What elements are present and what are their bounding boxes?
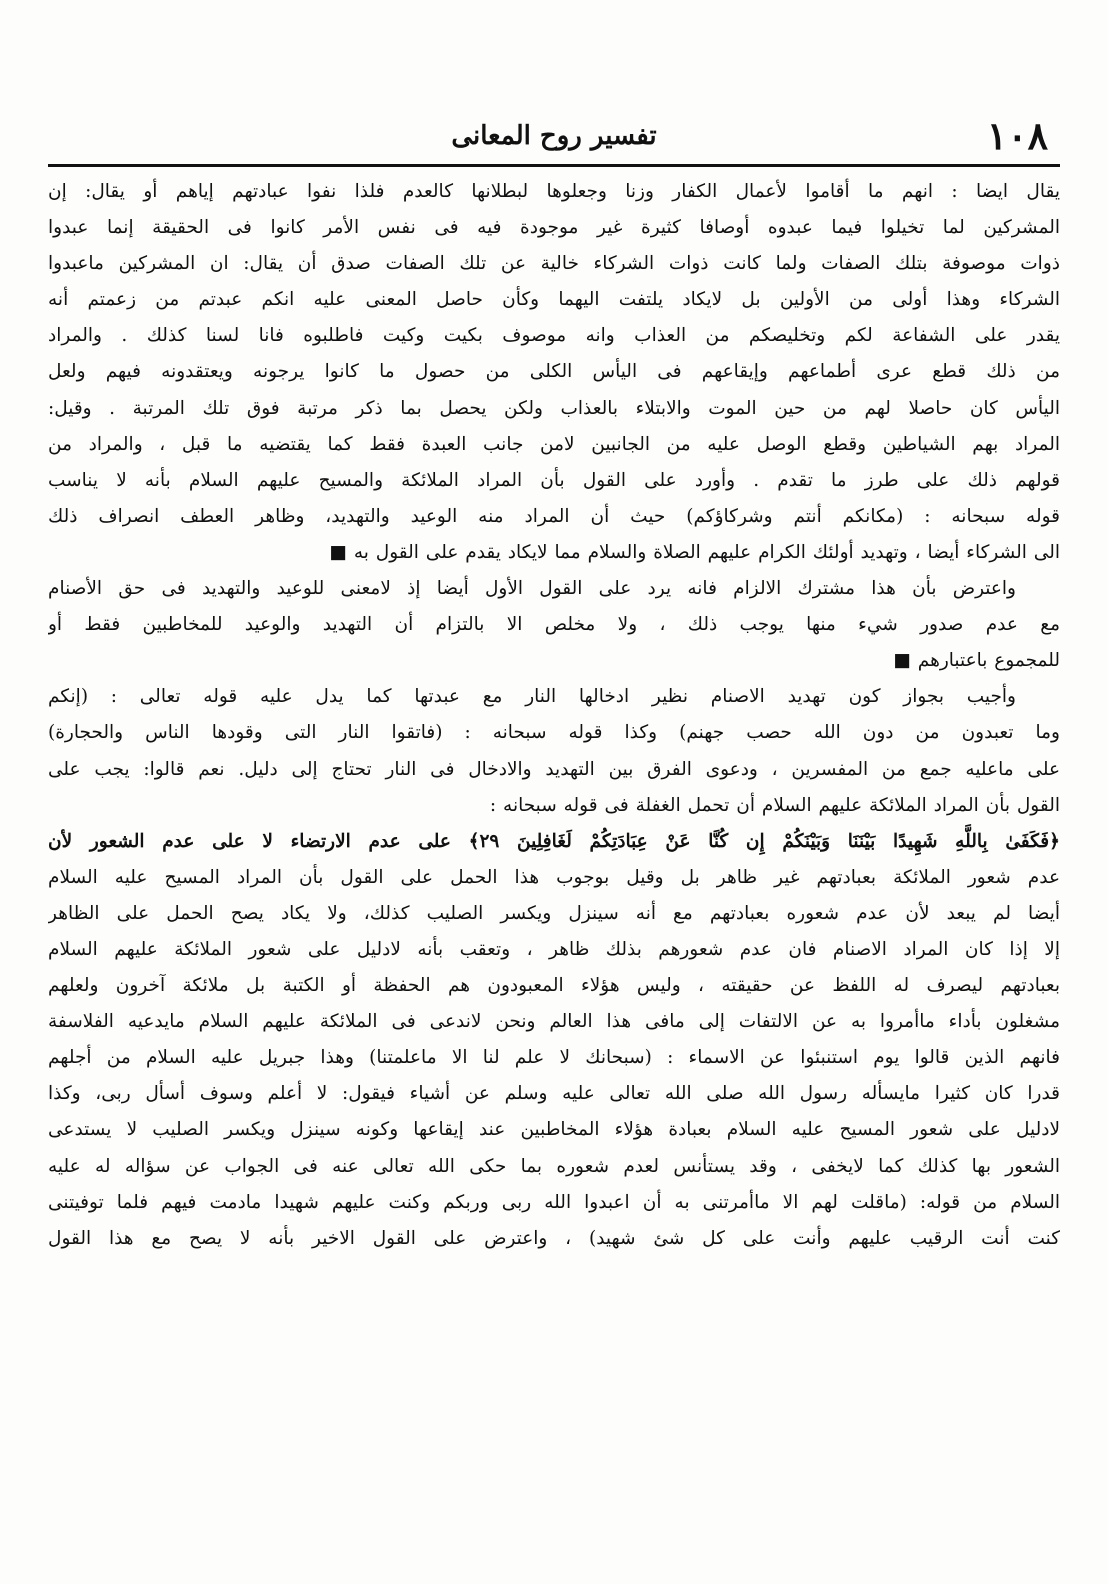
text-line: فانهم الذين قالوا يوم استنبئوا عن الاسماء : (سبحانك لا علم لنا الا ماعلمتنا) وهذا جبريل عليه السلام من أجلهم <box>48 1047 1060 1069</box>
page-number: ١٠٨ <box>986 113 1048 158</box>
text-line: من ذلك قطع عرى أطماعهم وإيقاعهم فى اليأس الكلى من حصول ما كانوا يرجونه ويعتقدونه فيهم ولعل <box>48 361 1060 383</box>
text-line: الشركاء وهذا أولى من الأولين بل لايكاد يلتفت اليهما وكأن حاصل المعنى عليه انكم عبدتم من زعمتم أنه <box>48 289 1060 311</box>
text-line: وما تعبدون من دون الله حصب جهنم) وكذا قوله سبحانه : (فاتقوا النار التى وقودها الناس والحجارة) <box>48 722 1060 744</box>
book-title: تفسير روح المعانى <box>451 121 657 151</box>
header-rule <box>48 164 1060 167</box>
text-line: يقدر على الشفاعة لكم وتخليصكم من العذاب وانه موصوف بكيت وكيت فاطلبوه فانا لسنا كذلك . والمراد <box>48 325 1060 347</box>
text-line: ذوات موصوفة بتلك الصفات ولما كانت ذوات الشركاء خالية عن تلك الصفات صدق أن يقال: ان المشركين ماعبدوا <box>48 253 1060 275</box>
text-line: يقال ايضا : انهم ما أقاموا لأعمال الكفار وزنا وجعلوها لبطلانها كالعدم فلذا نفوا عبادتهم إياهم أو يقال: إن <box>48 181 1060 202</box>
text-line: المشركين لما تخيلوا فيما عبدوه أوصافا كثيرة غير موجودة فيه فى نفس الأمر كانوا فى الحقيقة إنما عبدوا <box>48 217 1060 239</box>
body-text <box>48 174 1060 1257</box>
text-line: واعترض بأن هذا مشترك الالزام فانه يرد على القول الأول أيضا إذ لامعنى للوعيد والتهديد فى حق الأصنام <box>48 578 1016 600</box>
text-line: قولهم ذلك على طرز ما تقدم . وأورد على القول بأن المراد الملائكة والمسيح عليهم السلام بأنه لا يناسب <box>48 469 1060 491</box>
quran-verse-line: ﴿فَكَفَىٰ بِاللَّهِ شَهِيدًا بَيْنَنَا وَبَيْنَكُمْ إِن كُنَّا عَنْ عِبَادَتِكُمْ لَغَافِلِينَ ٢٩﴾ على عدم الارتضاء لا على عدم الشعور لأن <box>48 830 1060 852</box>
text-line: القول بأن المراد الملائكة عليهم السلام أن تحمل الغفلة فى قوله سبحانه : <box>489 794 1060 816</box>
text-line: اليأس كان حاصلا لهم من حين الموت والابتلاء بالعذاب ولكن يحصل بما ذكر مرتبة فوق تلك المرتبة . وقيل: <box>48 397 1060 419</box>
page-header <box>48 112 1060 160</box>
text-line: للمجموع باعتبارهم ■ <box>893 650 1060 672</box>
text-line: السلام من قوله: (ماقلت لهم الا ماأمرتنى به أن اعبدوا الله ربى وربكم وكنت عليهم شهيدا مادمت فيهم فلما توفيتنى <box>48 1191 1060 1213</box>
text-line: لادليل على شعور المسيح عليه السلام بعبادة هؤلاء المخاطبين عند إيقاعها وكونه سينزل ويكسر الصليب لا يستدعى <box>48 1119 1060 1141</box>
text-line: إلا إذا كان المراد الاصنام فان عدم شعورهم بذلك ظاهر ، وتعقب بأنه لادليل على شعور الملائكة عليهم السلام <box>48 938 1060 960</box>
text-line: كنت أنت الرقيب عليهم وأنت على كل شئ شهيد) ، واعترض على القول الاخير بأنه لا يصح مع هذا القول <box>48 1227 1060 1249</box>
text-line: عدم شعور الملائكة بعبادتهم غير ظاهر بل وقيل بوجوب هذا الحمل على القول بأن المراد المسيح عليه السلام <box>48 866 1060 888</box>
text-line: بعبادتهم ليصرف له اللفظ عن حقيقته ، وليس هؤلاء المعبودون هم الحفظة أو الكتبة بل ملائكة آخرون ولعلهم <box>48 975 1060 997</box>
text-line: على ماعليه جمع من المفسرين ، ودعوى الفرق بين التهديد والادخال فى النار تحتاج إلى دليل. نعم قالوا: يجب على <box>48 758 1060 780</box>
text-line: قدرا كان كثيرا مايسأله رسول الله صلى الله تعالى عليه وسلم عن أشياء فيقول: لا أعلم وسوف أسأل ربى، وكذا <box>48 1083 1060 1105</box>
text-line: الشعور بها كذلك كما لايخفى ، وقد يستأنس لعدم شعوره بما حكى الله تعالى عنه فى الجواب عن سؤاله له عليه <box>48 1155 1060 1177</box>
text-line: الى الشركاء أيضا ، وتهديد أولئك الكرام عليهم الصلاة والسلام مما لايكاد يقدم على القول به ■ <box>329 541 1060 563</box>
text-line: وأجيب بجواز كون تهديد الاصنام نظير ادخالها النار مع عبدتها كما يدل عليه قوله تعالى : (إنكم <box>48 686 1016 708</box>
text-line: المراد بهم الشياطين وقطع الوصل عليه من الجانبين لامن جانب العبدة فقط كما يقتضيه ما قبل ، والمراد من <box>48 433 1060 455</box>
text-line: مع عدم صدور شيء منها يوجب ذلك ، ولا مخلص الا بالتزام أن التهديد والوعيد للمخاطبين فقط أو <box>48 614 1060 636</box>
text-line: مشغلون بأداء ماأمروا به عن الالتفات إلى مافى هذا العالم ونحن لاندعى فى الملائكة عليهم السلام مايدعيه الفلاسفة <box>48 1011 1060 1033</box>
text-line: أيضا لم يبعد لأن عدم شعوره بعبادتهم مع أنه سينزل ويكسر الصليب كذلك، ولا يكاد يصح الحمل على الظاهر <box>48 902 1060 924</box>
text-line: قوله سبحانه : (مكانكم أنتم وشركاؤكم) حيث أن المراد منه الوعيد والتهديد، وظاهر العطف انصراف ذلك <box>48 505 1060 527</box>
